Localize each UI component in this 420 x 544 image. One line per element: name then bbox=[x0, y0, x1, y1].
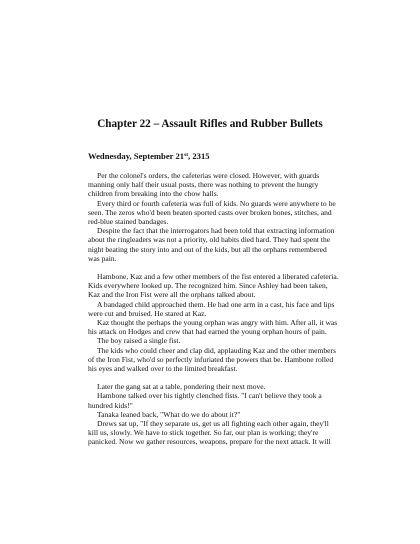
body-paragraph: Despite the fact that the interrogators had been told that extracting information about the ringleaders was not a priority, old habits died hard. They had spent the night beating the story into and out of the kids, but all the orphans remembered was pain. bbox=[88, 226, 335, 263]
body-paragraph: Hambone talked over his tightly clenched fists. "I can't believe they took a hundred kids!" bbox=[88, 391, 322, 410]
date-heading bbox=[88, 151, 210, 161]
body-paragraph: Kaz thought the perhaps the young orphan was angry with him. After all, it was his attack on Hodges and crew that had earned the young orphan hours of pain. bbox=[88, 318, 338, 337]
body-paragraph: The boy raised a single fist. bbox=[97, 336, 181, 346]
body-paragraph: The kids who could cheer and clap did, applauding Kaz and the other members of the Iron Fist, who'd so perfectly infuriated the powers that be. Hambone rolled his eyes and walked over to the limited breakfast. bbox=[88, 345, 336, 374]
body-paragraph: Later the gang sat at a table, pondering their next move. bbox=[97, 382, 266, 392]
body-paragraph: Drews sat up, "If they separate us, get us all fighting each other again, they'll kill us, slowly. We have to stick together. So far, our plan is working; they're panicked. Now we gather resources, weapons, prepare for the next attack. It will bbox=[88, 419, 331, 447]
date-ordinal-suffix: st bbox=[184, 152, 189, 158]
body-paragraph: Per the colonel's orders, the cafeterias were closed. However, with guards manning only half their usual posts, there was nothing to prevent the hungry children from breaking into the chow halls. bbox=[88, 171, 320, 199]
body-paragraph: Every third or fourth cafeteria was full of kids. No guards were anywhere to be seen. The zeros who'd been beaten sported casts over broken bones, stitches, and red-blue stained bandages. bbox=[88, 198, 336, 227]
date-text: Wednesday, September 21 bbox=[88, 151, 185, 161]
chapter-title: Chapter 22 – Assault Rifles and Rubber Bullets bbox=[97, 118, 323, 130]
body-paragraph: A bandaged child approached them. He had one arm in a cast, his face and lips were cut and bruised. He stared at Kaz. bbox=[88, 299, 335, 318]
chapter-body bbox=[88, 171, 340, 447]
body-paragraph: Tanaka leaned back, "What do we do about it?" bbox=[97, 409, 241, 419]
body-paragraph: Hambone, Kaz and a few other members of the fist entered a liberated cafeteria. Kids everywhere looked up. The recognized him. Since Ashley had been taken, Kaz and the Iron Fist were all the orphans talked about. bbox=[88, 272, 339, 300]
date-year: , 2315 bbox=[188, 151, 210, 161]
